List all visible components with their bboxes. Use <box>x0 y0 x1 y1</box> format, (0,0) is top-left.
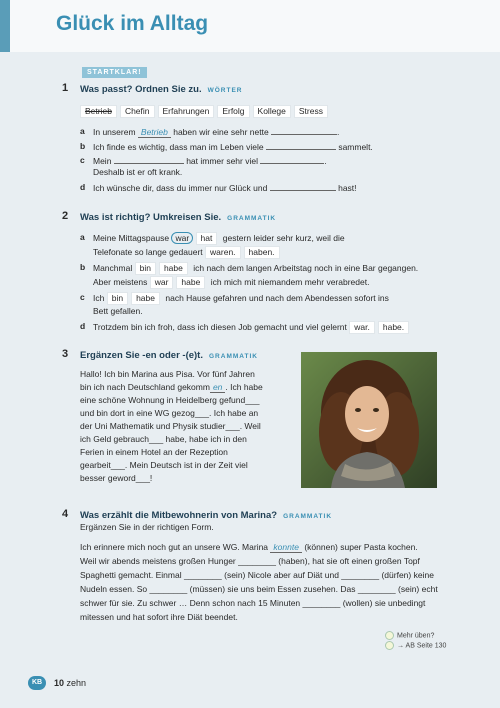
ex3-text-line: der Uni Mathematik und Physik studier___. Weil <box>80 421 261 431</box>
ex3-text-line: besser geword___! <box>80 473 153 483</box>
ex3-text-line: Ferien in einem Hotel an der Rezeption <box>80 447 228 457</box>
smiley-icon <box>385 631 394 640</box>
word-box-row <box>80 105 331 118</box>
page-number: 10 zehn <box>54 678 87 688</box>
word-box: Stress <box>294 105 328 118</box>
ex4-text-line: Ich erinnere mich noch gut an unsere WG. Marina konnte (können) super Pasta kochen. <box>80 542 418 552</box>
exercise-3-number: 3 <box>62 348 69 360</box>
kb-badge: KB <box>28 676 46 690</box>
ex3-text-line: Hallo! Ich bin Marina aus Pisa. Vor fünf Jahren <box>80 369 255 379</box>
ex1-item-c-cont: Deshalb ist er oft krank. <box>93 167 183 177</box>
page-title: Glück im Alltag <box>56 12 209 35</box>
item-label: b <box>80 141 86 151</box>
item-label: c <box>80 292 85 302</box>
ex4-text-line: Spaghetti gemacht. Einmal ________ (sein) Nicole aber auf Diät und ________ (dürfen) keine <box>80 570 434 580</box>
exercise-3-tag: GRAMMATIK <box>209 353 258 360</box>
exercise-1-number: 1 <box>62 82 69 94</box>
word-box: Chefin <box>120 105 155 118</box>
word-box: Betrieb <box>80 105 117 118</box>
exercise-4-tag: GRAMMATIK <box>283 513 333 520</box>
word-box: Erfolg <box>217 105 249 118</box>
chapter-strip <box>0 0 10 52</box>
item-label: b <box>80 262 86 272</box>
exercise-2-number: 2 <box>62 210 69 222</box>
item-label: a <box>80 232 85 242</box>
ex1-item-b: Ich finde es wichtig, dass man im Leben viele sammelt. <box>93 142 373 152</box>
exercise-4-heading: Was erzählt die Mitbewohnerin von Marina? GRAMMATIK <box>80 510 333 521</box>
ex2-item-a: Meine Mittagspause war hat gestern leider sehr kurz, weil die <box>93 233 345 243</box>
ex3-text-line: eine schöne Wohnung in Heidelberg gefund___ <box>80 395 260 405</box>
ex3-text-line: gearbeit___. Mein Deutsch ist in der Zeit viel <box>80 460 248 470</box>
exercise-4-number: 4 <box>62 508 69 520</box>
ex2-item-a-cont: Telefonate so lange gedauert waren. haben. <box>93 246 283 259</box>
ex4-text-line: schwer für sie. Zu schwer … Denn schon nach 15 Minuten ________ (wollen) sie unbedingt <box>80 598 426 608</box>
item-label: d <box>80 182 86 192</box>
ex3-text-line: bin ich nach Deutschland gekomm en . Ich habe <box>80 382 263 392</box>
ex3-text-line: und bin dort in eine WG gezog___. Ich habe an <box>80 408 259 418</box>
ex3-text-line: ich Geld gebrauch___ habe, habe ich in den <box>80 434 247 444</box>
exercise-2-tag: GRAMMATIK <box>227 215 277 222</box>
word-box: Erfahrungen <box>158 105 215 118</box>
ex4-text-line: Weil wir abends meistens großen Hunger ________ (haben), hat sie oft einen großen Topf <box>80 556 420 566</box>
item-label: c <box>80 155 85 165</box>
item-label: a <box>80 126 85 136</box>
exercise-1-tag: WÖRTER <box>207 87 243 94</box>
item-label: d <box>80 321 86 331</box>
more-practice-box: Mehr üben? → AB Seite 130 <box>385 631 446 652</box>
exercise-2-heading: Was ist richtig? Umkreisen Sie. GRAMMATIK <box>80 212 277 223</box>
exercise-1-heading: Was passt? Ordnen Sie zu. WÖRTER <box>80 84 243 95</box>
ex2-item-d: Trotzdem bin ich froh, dass ich diesen Job gemacht und viel gelernt war. habe. <box>93 321 412 334</box>
ex2-item-c: Ich bin habe nach Hause gefahren und nach dem Abendessen sofort ins <box>93 293 389 303</box>
exercise-3-heading: Ergänzen Sie -en oder -(e)t. GRAMMATIK <box>80 350 258 361</box>
word-box: Kollege <box>253 105 291 118</box>
startklar-badge: STARTKLAR! <box>82 67 147 78</box>
ex2-item-c-cont: Bett gefallen. <box>93 306 143 316</box>
marina-photo <box>301 352 437 488</box>
exercise-4-subheading: Ergänzen Sie in der richtigen Form. <box>80 522 214 532</box>
book-icon <box>385 641 394 650</box>
ex1-item-c: Mein hat immer sehr viel . <box>93 156 327 166</box>
circled-choice: war <box>171 232 193 244</box>
ex1-item-d: Ich wünsche dir, dass du immer nur Glück und hast! <box>93 183 357 193</box>
ex2-item-b: Manchmal bin habe ich nach dem langen Arbeitstag noch in eine Bar gegangen. <box>93 263 419 273</box>
ex4-text-line: Nudeln essen. So ________ (müssen) sie uns beim Essen zusehen. Das ________ (sein) echt <box>80 584 438 594</box>
ex4-text-line: mitessen und hat sofort ihre Diät beendet. <box>80 612 238 622</box>
ex1-item-a: In unserem Betrieb haben wir eine sehr nette . <box>93 127 340 137</box>
ex2-item-b-cont: Aber meistens war habe ich mich mit niemandem mehr verabredet. <box>93 277 370 287</box>
